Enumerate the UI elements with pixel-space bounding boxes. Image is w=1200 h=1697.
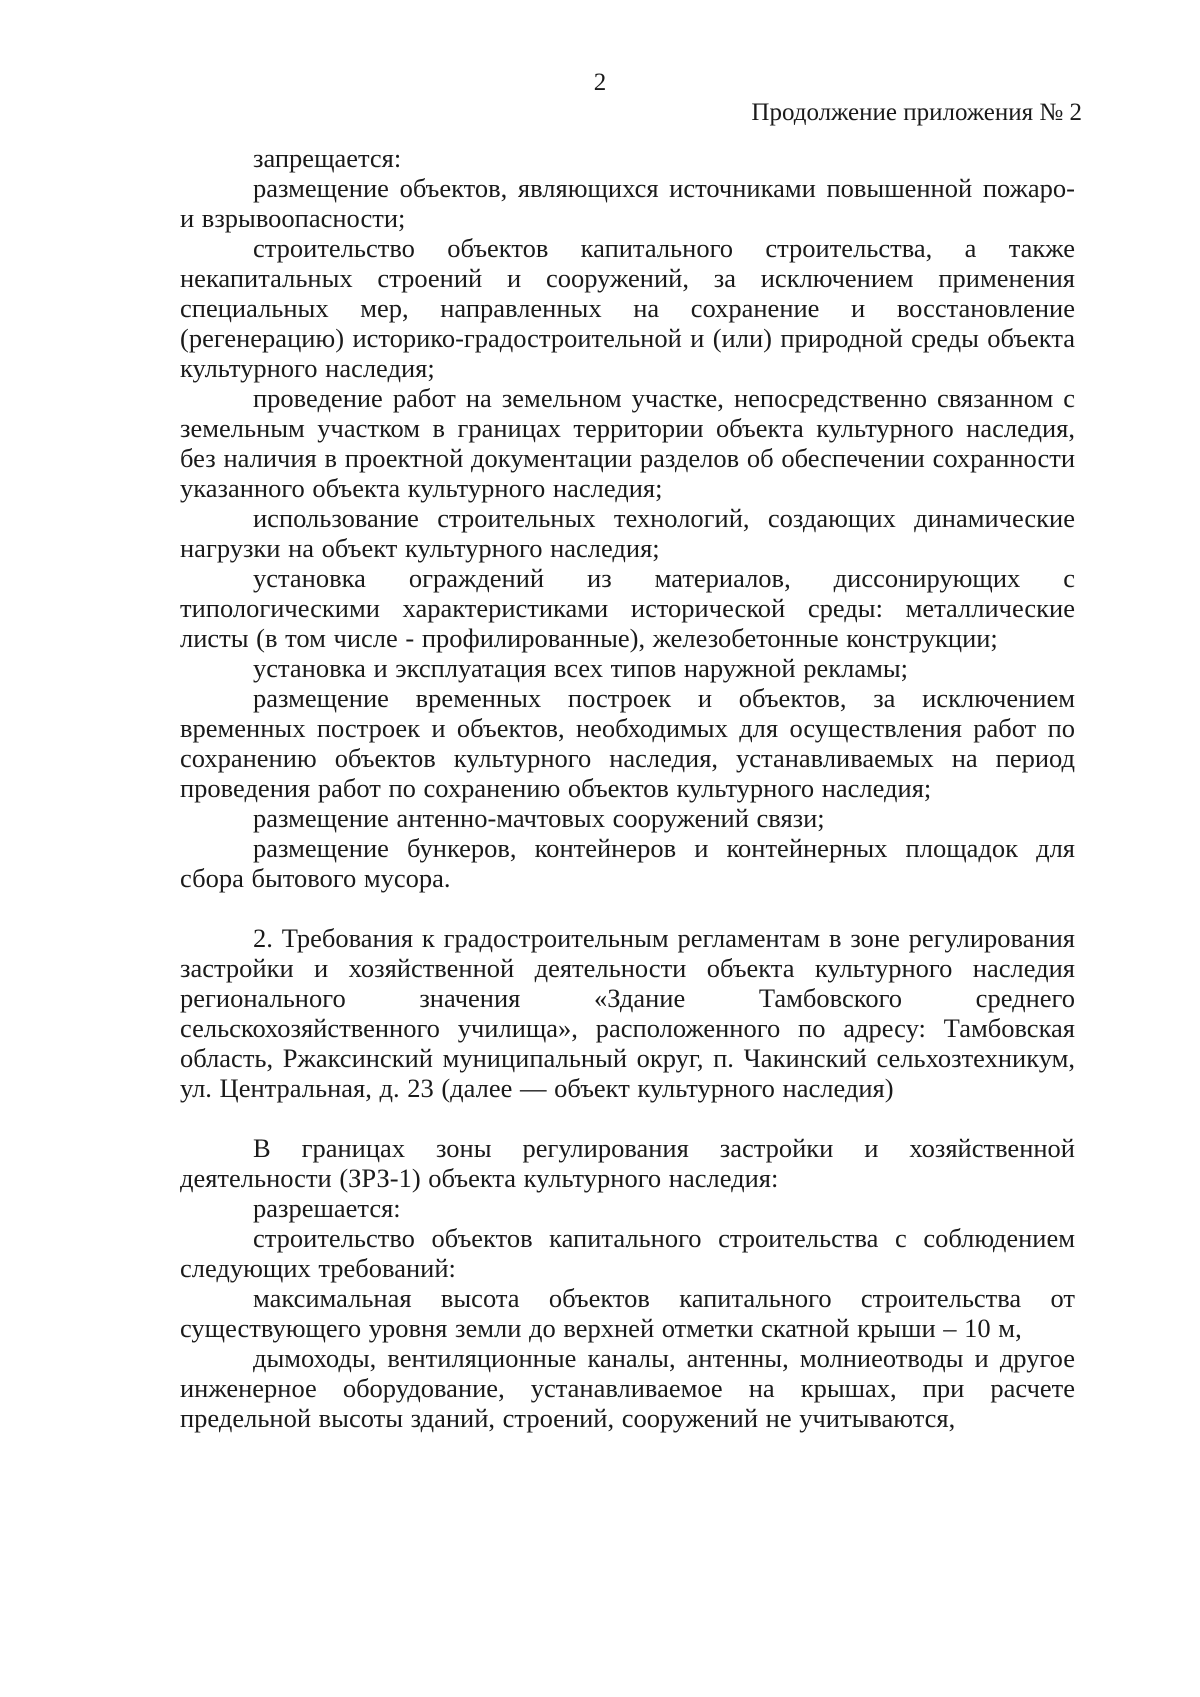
paragraph-allowed-label: разрешается: (253, 1193, 401, 1223)
paragraph: строительство объектов капитального строительства, а также некапитальных строений и сооружений, за исключением применения специальных мер, направленных на сохранение и восстановление (регенерацию) историко-градостроительной и (или) природной среды объекта культурного наследия; (180, 233, 1075, 383)
paragraph: установка ограждений из материалов, диссонирующих с типологическими характеристиками исторической среды: металлические листы (в том числе - профилированные), железобетонные конструкции; (180, 563, 1075, 653)
paragraph: размещение временных построек и объектов, за исключением временных построек и объектов, необходимых для осуществления работ по сохранению объектов культурного наследия, устанавливаемых на период проведения работ по сохранению объектов культурного наследия; (180, 683, 1075, 803)
paragraph: строительство объектов капитального строительства с соблюдением следующих требований: (180, 1223, 1075, 1283)
paragraph: проведение работ на земельном участке, непосредственно связанном с земельным участком в границах территории объекта культурного наследия, без наличия в проектной документации разделов об обеспечении сохранности указанного объекта культурного наследия; (180, 383, 1075, 503)
paragraph: размещение антенно-мачтовых сооружений связи; (253, 803, 825, 833)
paragraph-prohibited-label: запрещается: (253, 143, 402, 173)
paragraph: максимальная высота объектов капитального строительства от существующего уровня земли до верхней отметки скатной крыши – 10 м, (180, 1283, 1075, 1343)
page-number: 2 (593, 69, 607, 96)
document-body (180, 143, 1075, 1433)
paragraph: дымоходы, вентиляционные каналы, антенны, молниеотводы и другое инженерное оборудование, устанавливаемое на крышах, при расчете предельной высоты зданий, строений, сооружений не учитываются, (180, 1343, 1075, 1433)
paragraph: размещение бункеров, контейнеров и контейнерных площадок для сбора бытового мусора. (180, 833, 1075, 893)
paragraph: использование строительных технологий, создающих динамические нагрузки на объект культурного наследия; (180, 503, 1075, 563)
paragraph: В границах зоны регулирования застройки и хозяйственной деятельности (ЗРЗ-1) объекта культурного наследия: (180, 1133, 1075, 1193)
section-heading: 2. Требования к градостроительным регламентам в зоне регулирования застройки и хозяйственной деятельности объекта культурного наследия регионального значения «Здание Тамбовского среднего сельскохозяйственного училища», расположенного по адресу: Тамбовская область, Ржаксинский муниципальный округ, п. Чакинский сельхозтехникум, ул. Центральная, д. 23 (далее — объект культурного наследия) (180, 923, 1075, 1103)
appendix-continuation-note: Продолжение приложения № 2 (751, 99, 1082, 126)
paragraph: установка и эксплуатация всех типов наружной рекламы; (253, 653, 909, 683)
paragraph: размещение объектов, являющихся источниками повышенной пожаро- и взрывоопасности; (180, 173, 1075, 233)
